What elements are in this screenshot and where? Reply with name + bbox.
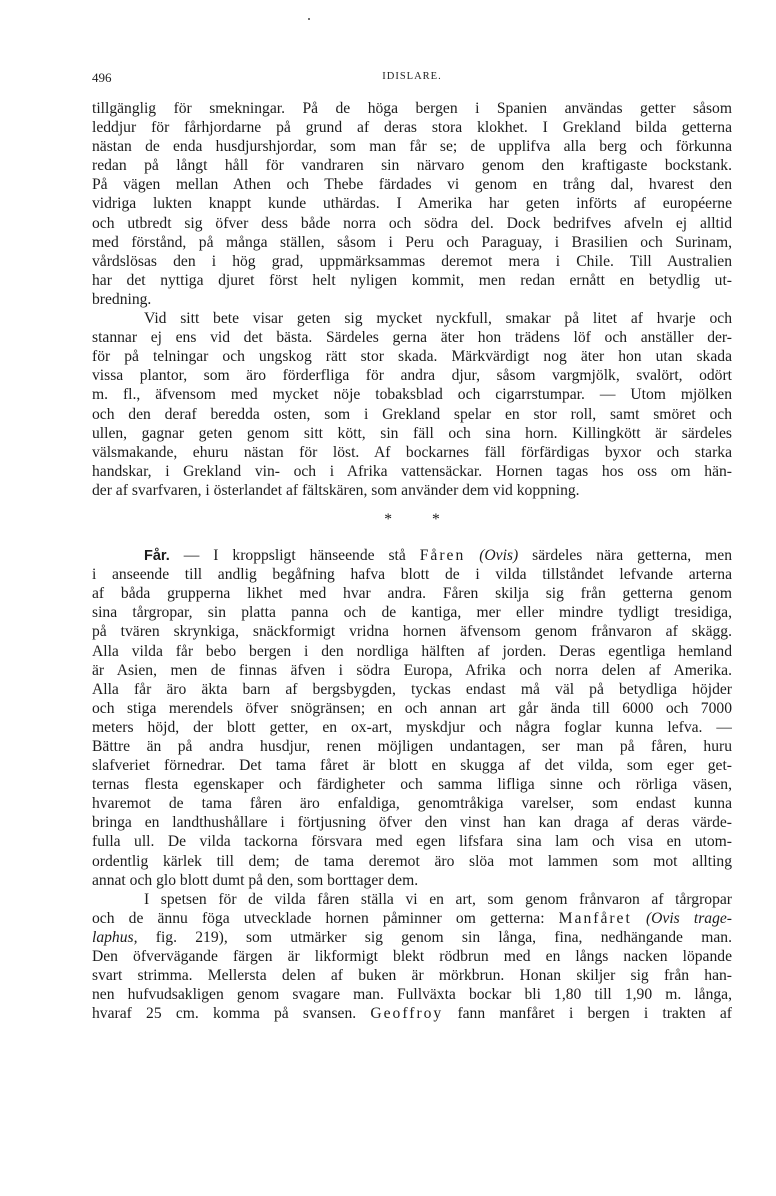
text-line [92,1004,732,1023]
text-fragment: fig. 219), som utmärker sig genom sin långa, fina, nedhängande man. [137,928,732,946]
page-header [92,70,732,88]
text-line: bredning. [92,290,152,308]
section-first-line [92,546,732,565]
speck [308,18,310,20]
text-line: meters höjd, der blott getter, en ox-art, myskdjur och några foglar kunna lefva. — [92,718,732,736]
text-line: vissa plantor, som äro förderfliga för andra djur, såsom vargmjölk, svalört, odört [92,367,732,385]
text-line: ternas flesta egenskaper och färdigheter och samma lifliga sinne och rörliga väsen, [92,776,732,794]
text-line: nen hufvudsakligen genom svagare man. Fullväxta bockar bli 1,80 till 1,90 m. långa, [92,986,732,1004]
running-head: IDISLARE. [382,71,442,82]
text-line: redan på långt håll för vandraren sin närvaro genom den kraftigaste bockstank. [92,157,732,175]
text-line: Alla får äro äkta barn af bergsbygden, tyckas endast må väl på betydliga höjder [92,680,732,698]
text-line: Alla vilda får bebo bergen i den nordliga hälften af jorden. Deras egentliga hemland [92,642,732,660]
text-line: vidriga lukten knappt kunde uthärdas. I Amerika har geten införts af européerne [92,195,732,213]
text-fragment: och de ännu föga utvecklade hornen påminner om getterna: [92,909,559,927]
text-line: och den deraf beredda osten, som i Grekland spelar en stor roll, samt smöret och [92,405,732,423]
section-sheep [92,546,732,890]
text-line: Den öfvervägande färgen är likformigt blekt rödbrun med en långs nacken löpande [92,948,732,966]
text-line: har det nyttiga djuret först helt nyligen kommit, men redan ernått en betydlig ut- [92,271,732,289]
text-line: och utbredt sig öfver dess både norra och södra del. Dock bedrifves afveln ej alltid [92,214,732,232]
spaced-term: Manfåret [558,909,632,927]
text-line: och stiga merendels öfver snögränsen; en och annan art går ända till 6000 och 7000 [92,699,732,717]
text-fragment: — I kroppsligt hänseende stå [169,547,420,565]
text-line: annat och glo blott dumt på den, som borttager dem. [92,871,419,889]
paragraph-goat-feeding [92,309,732,500]
text-line: Vid sitt bete visar geten sig mycket nyckfull, smakar på litet af hvarje och [144,310,732,328]
text-line: I spetsen för de vilda fåren ställa vi en art, som genom frånvaron af tårgropar [144,890,732,908]
section-separator: * * [384,510,458,528]
page-number: 496 [92,70,112,85]
text-line: sina tårgropar, sin platta panna och de kantiga, mer eller mindre tydligt tresidiga, [92,604,732,622]
text-line: med förstånd, på många ställen, såsom i Peru och Paraguay, i Brasilien och Surinam, [92,233,732,251]
text-line: ordentlig kärlek till dem; de tama deremot äro slöa mot lammen som mot allting [92,852,732,870]
text-line: m. fl., äfvensom med mycket nöje tobaksblad och cigarrstumpar. — Utom mjölken [92,386,732,404]
spaced-term: Fåren [419,547,466,565]
text-line: ullen, gagnar geten genom sitt kött, sin fäll och sina horn. Killingkött är särdeles [92,424,732,442]
text-line: stannar ej ens vid det bästa. Särdeles gerna äter hon trädens löf och anställer der- [92,329,732,347]
latin-name: laphus, [92,928,138,946]
text-fragment: fann manfåret i bergen i trakten af [443,1005,732,1023]
text-line: på tvären skrynkiga, snäckformigt vridna hornen äfvensom genom frånvaron af skägg. [92,623,732,641]
paragraph-manfaret [92,890,732,1024]
text-line: Bättre än på andra husdjur, renen möjligen undantagen, ser man på fåren, huru [92,738,732,755]
text-line: hvaremot de tama fåren äro enfaldiga, genomtråkiga varelser, som endast kunna [92,795,732,813]
text-line [92,909,732,928]
text-line: leddjur för fårhjordarne på grund af deras stora klokhet. I Grekland bilda getterna [92,119,732,137]
text-body [92,99,732,1023]
text-line: der af svarfvaren, i österlandet af fältskären, som använder dem vid koppning. [92,481,580,499]
section-heading: Får. [144,548,170,565]
text-line: i anseende till andlig begåfning hafva blott de i vilda tillståndet lefvande arterna [92,566,732,584]
text-line: På vägen mellan Athen och Thebe färdades vi genom en trång dal, hvarest den [92,176,732,194]
text-line: af båda grupperna likhet med hvar andra. Fåren skilja sig från getterna genom [92,585,732,603]
spaced-term: Geoffroy [370,1005,444,1023]
text-line: välsmakande, ehuru nästan för löst. Af bockarnes fäll förfärdigas byxor och starka [92,443,732,461]
text-line: slafveriet förnedrar. Det tama fåret är blott en skugga af det vilda, som eger get- [92,757,732,775]
latin-name: (Ovis trage- [645,909,732,927]
text-line: bringa en landthushållare i förtjusning öfver den vinst han kan draga af deras värde- [92,814,732,832]
text-line: är Asien, men de finnas äfven i södra Europa, Afrika och norra delen af Amerika. [92,661,732,679]
text-line: nästan de enda husdjurshjordar, som man får se; de upplifva alla berg och förkunna [92,138,732,156]
text-line: för på telningar och ungskog rätt stor skada. Märkvärdigt nog äter hon utan skada [92,348,732,366]
text-line: tillgänglig för smekningar. På de höga bergen i Spanien användas getter såsom [92,100,732,117]
text-line [92,928,732,947]
text-line: fulla ull. De vilda tackorna försvara med egen lifsfara sina lam och visa en utom- [92,833,732,851]
text-line: svart strimma. Mellersta delen af buken är mörkbrun. Honan skiljer sig från han- [92,967,732,985]
text-line: handskar, i Grekland vin- och i Afrika vattensäckar. Hornen tagas hos oss om hän- [92,462,732,480]
text-fragment: särdeles nära getterna, men [518,547,732,565]
top-paragraph [92,99,732,309]
text-fragment: hvaraf 25 cm. komma på svansen. [92,1005,371,1023]
latin-name: (Ovis) [479,547,519,565]
text-line: vårdslösas den i hög grad, uppmärksammas deremot mera i Chile. Till Australien [92,252,732,270]
